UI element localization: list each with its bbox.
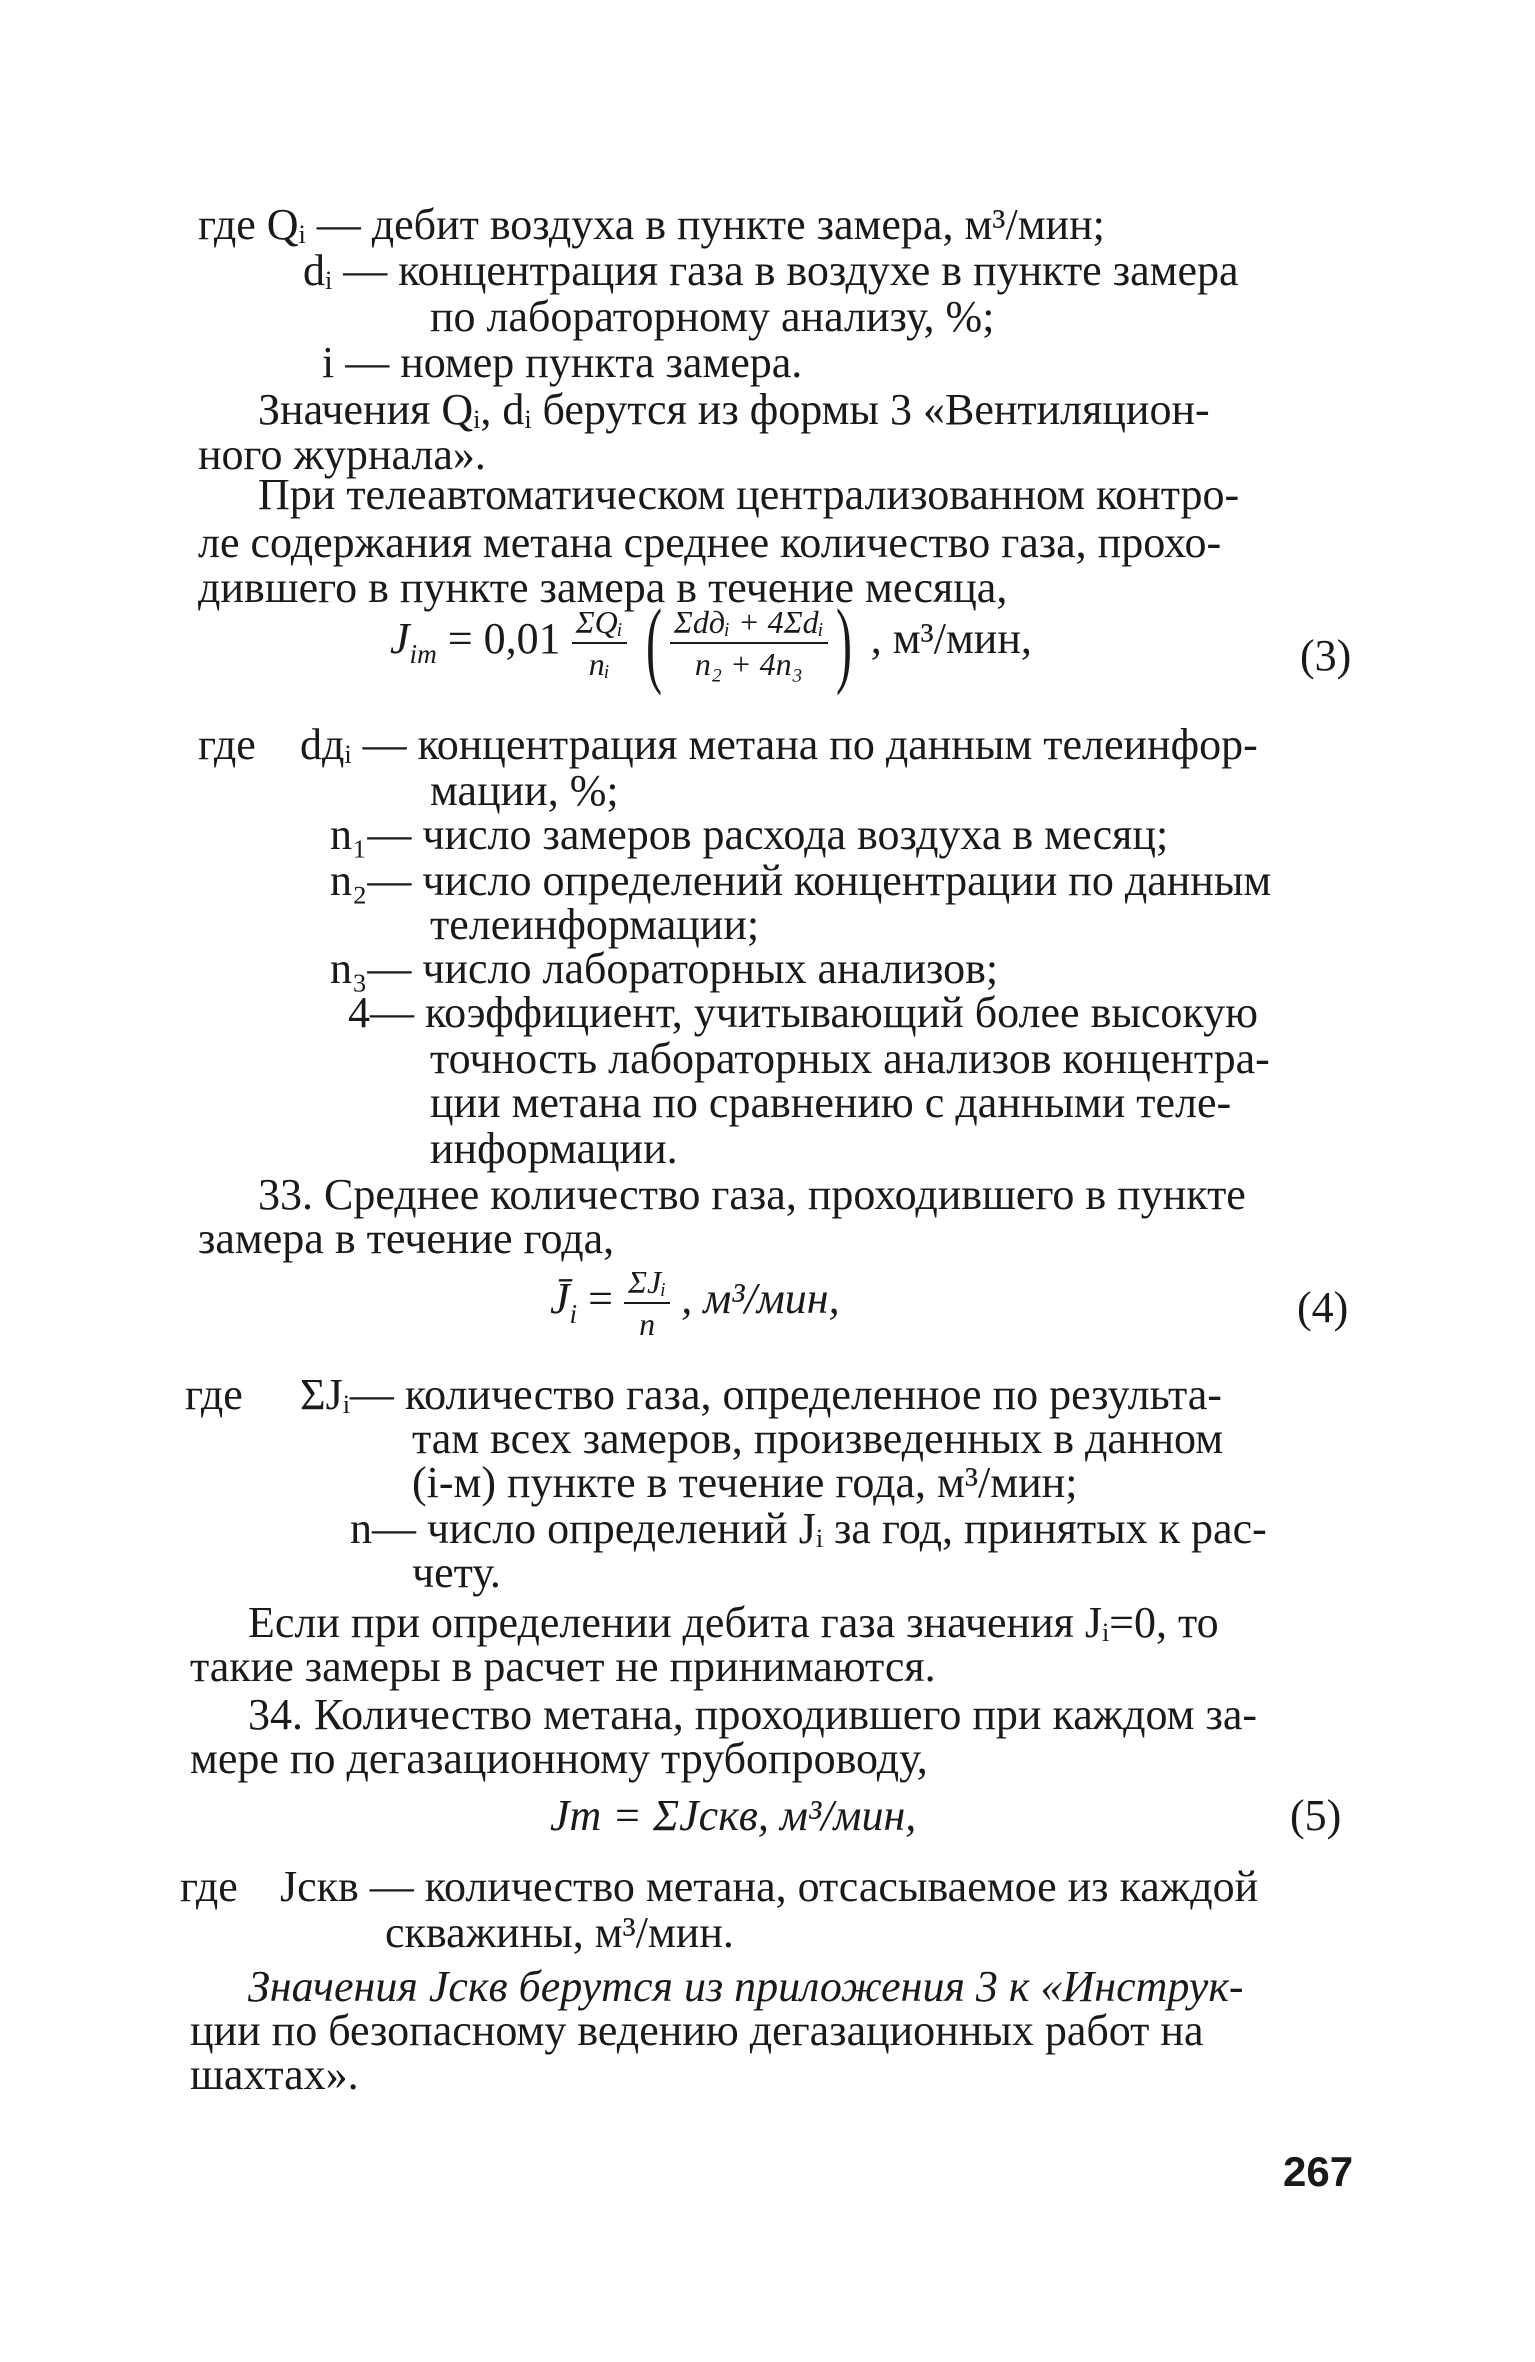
eq4-num: ΣJᵢ <box>624 1262 670 1304</box>
left-paren: ( <box>645 589 662 696</box>
eq3-eq-sign: = 0,01 <box>447 614 561 664</box>
text-line: телеинформации; <box>430 900 760 949</box>
equation-3 <box>390 589 1032 696</box>
text-line: (i-м) пункте в течение года, м³/мин; <box>412 1458 1078 1507</box>
equation-3-number: (3) <box>1300 631 1352 680</box>
text-line: n₁— число замеров расхода воздуха в месяц; <box>330 810 1169 859</box>
equation-5-number: (5) <box>1290 1791 1342 1840</box>
text-line: мере по дегазационному трубопроводу, <box>190 1734 928 1783</box>
equation-4 <box>550 1262 840 1344</box>
text-line: точность лабораторных анализов концентра- <box>430 1034 1270 1083</box>
text-line: там всех замеров, произведенных в данном <box>412 1414 1224 1463</box>
text-line: ции метана по сравнению с данными теле- <box>430 1078 1232 1127</box>
text-line: ции по безопасному ведению дегазационных работ на <box>190 2006 1204 2055</box>
text-line: ΣJᵢ— количество газа, определенное по результа- <box>300 1370 1222 1419</box>
text-line: по лабораторному анализу, %; <box>430 292 995 341</box>
text-line: где <box>185 1370 243 1419</box>
eq3-f2-den: n₂ + 4n₃ <box>694 646 803 682</box>
text-line: шахтах». <box>190 2050 359 2099</box>
text-line: Значения Qᵢ, dᵢ берутся из формы 3 «Вентиляцион- <box>258 385 1210 434</box>
eq3-lhs-sub: im <box>409 638 437 669</box>
equation-4-number: (4) <box>1297 1283 1349 1332</box>
right-paren: ) <box>835 589 852 696</box>
text-line: информации. <box>430 1124 678 1173</box>
text-line: 4— коэффициент, учитывающий более высокую <box>348 988 1259 1037</box>
text-line: dᵢ — концентрация газа в воздухе в пункте замера <box>303 246 1239 295</box>
text-line: 34. Количество метана, проходившего при каждом за- <box>248 1690 1258 1739</box>
eq3-f1-den: nᵢ <box>588 646 610 682</box>
eq3-fraction-2 <box>670 602 828 684</box>
eq4-units: , м³/мин, <box>681 1274 840 1324</box>
eq4-fraction <box>624 1262 670 1344</box>
eq3-fraction-1 <box>572 602 627 684</box>
text-line: При телеавтоматическом централизованном контро- <box>258 470 1240 519</box>
eq3-f1-num: ΣQᵢ <box>572 602 627 644</box>
eq4-lhs-sub: i <box>569 1298 578 1329</box>
text-line: такие замеры в расчет не принимаются. <box>190 1642 936 1691</box>
text-line: Jскв — количество метана, отсасываемое из каждой <box>280 1862 1259 1911</box>
text-line: n₃— число лабораторных анализов; <box>330 944 999 993</box>
text-line: где <box>180 1862 238 1911</box>
eq4-den: n <box>639 1306 656 1342</box>
text-line: скважины, м³/мин. <box>385 1908 734 1957</box>
text-line: dдᵢ — концентрация метана по данным телеинфор- <box>300 720 1258 769</box>
eq3-lhs: J <box>390 614 410 664</box>
text-line: 33. Среднее количество газа, проходившего в пункте <box>258 1170 1246 1219</box>
text-line: чету. <box>412 1548 501 1597</box>
text-line: i — номер пункта замера. <box>322 338 803 387</box>
text-line: ле содержания метана среднее количество газа, прохо- <box>198 518 1222 567</box>
text-line: замера в течение года, <box>198 1214 615 1263</box>
text-line: дившего в пункте замера в течение месяца, <box>198 563 1008 612</box>
equation-5: Jт = ΣJскв, м³/мин, <box>550 1791 917 1840</box>
text-line: Если при определении дебита газа значения Jᵢ=0, то <box>248 1598 1219 1647</box>
text-line: мации, %; <box>430 766 619 815</box>
text-line: Значения Jскв берутся из приложения 3 к «Инструк- <box>248 1962 1244 2011</box>
text-line: где <box>198 720 256 769</box>
text-line: где Qᵢ — дебит воздуха в пункте замера, м³/мин; <box>198 200 1105 249</box>
text-line: ного журнала». <box>198 430 486 479</box>
eq4-lhs: J̄ <box>550 1274 570 1324</box>
eq3-f2-num: Σdдᵢ + 4Σdᵢ <box>670 602 828 644</box>
page-number: 267 <box>1283 2148 1354 2195</box>
eq3-units: , м³/мин, <box>870 614 1032 664</box>
text-line: n— число определений Jᵢ за год, принятых к рас- <box>350 1504 1267 1553</box>
text-line: n₂— число определений концентрации по данным <box>330 856 1272 905</box>
eq4-eq-sign: = <box>588 1274 613 1324</box>
